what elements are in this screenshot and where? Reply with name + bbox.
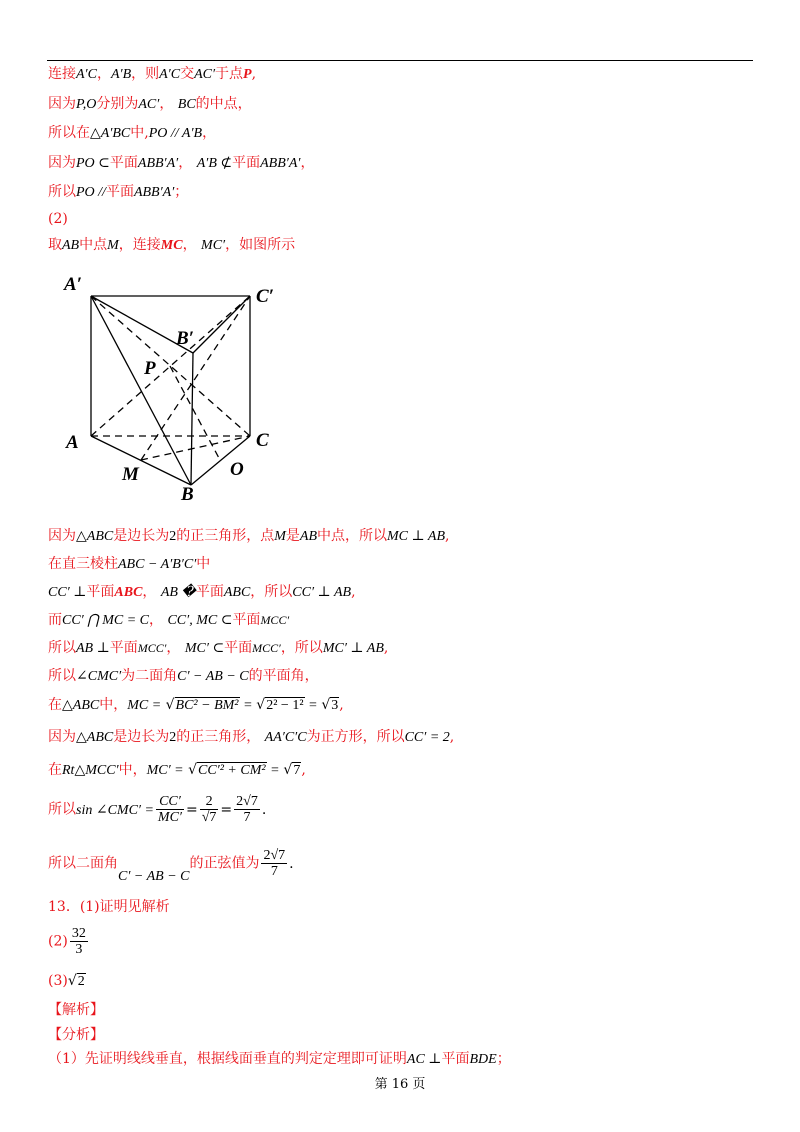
proof-line-4 xyxy=(48,154,314,173)
math: AB xyxy=(62,238,80,253)
text: ，所以 xyxy=(250,584,293,600)
math: Rt△MCC′ xyxy=(62,763,119,778)
denominator: √7 xyxy=(201,810,217,825)
math: △ABC xyxy=(76,730,114,745)
fraction xyxy=(70,926,88,957)
text: 中 xyxy=(196,556,211,572)
text: 的正三角形，点 xyxy=(176,528,275,544)
text: 中点 xyxy=(79,237,108,253)
math: PO ⊂ xyxy=(76,156,110,171)
text: 平面 xyxy=(441,1051,470,1067)
text: 平面 xyxy=(232,612,261,628)
segment-PO xyxy=(170,366,220,460)
math: ∠CMC′ xyxy=(76,669,122,684)
part-2-label xyxy=(48,210,68,228)
proof-line-7 xyxy=(48,236,295,255)
math: △A′BC xyxy=(90,126,131,141)
math: A′C xyxy=(159,67,181,82)
header-rule xyxy=(47,60,753,61)
text: ； xyxy=(174,184,189,200)
text: 因为 xyxy=(48,96,76,112)
math: △ABC xyxy=(62,698,100,713)
denominator: 3 xyxy=(75,942,83,957)
text: 为正方形，所以 xyxy=(306,729,405,745)
text: 【分析】 xyxy=(48,1027,104,1043)
math: = xyxy=(271,763,279,778)
math: PO // xyxy=(76,185,106,200)
math: ABB′A′ xyxy=(260,156,301,171)
math: CC′, MC ⊂ xyxy=(167,613,233,628)
math: C′ − AB − C xyxy=(177,669,249,684)
text: 所以 xyxy=(48,184,76,200)
math: A′B ⊄ xyxy=(196,156,233,171)
math: BC xyxy=(177,97,196,112)
text: ，则 xyxy=(131,66,160,82)
text: 分别为 xyxy=(96,96,139,112)
math: = xyxy=(243,698,252,713)
text: 平面 xyxy=(109,155,138,171)
proof-line-11 xyxy=(48,611,289,630)
math: A′C xyxy=(76,67,97,82)
math: AA′C′C xyxy=(264,730,307,745)
outline-heading xyxy=(48,1026,104,1044)
denominator: 7 xyxy=(243,810,251,825)
text: 交 xyxy=(180,66,195,82)
text: (3) xyxy=(48,973,68,989)
math: M xyxy=(107,238,119,253)
text: ，连接 xyxy=(118,237,161,253)
math: PO // A′B xyxy=(148,126,203,141)
text: ， xyxy=(149,612,164,628)
text: 2 xyxy=(169,730,177,745)
text: 平面 xyxy=(195,584,224,600)
math: MC′ ⊥ AB xyxy=(322,641,384,656)
text: 是边长为 xyxy=(113,729,170,745)
segment-MC xyxy=(141,436,250,460)
math: CC′² + CM² xyxy=(198,763,266,778)
math: P,O xyxy=(76,97,97,112)
text: 的正三角形， xyxy=(176,729,261,745)
text: 的中点， xyxy=(195,96,252,112)
text: 所以二面角 xyxy=(48,855,118,872)
text: 在 xyxy=(48,762,62,778)
proof-line-9 xyxy=(48,555,210,574)
label-A: A xyxy=(66,432,79,453)
math: AC′ xyxy=(138,97,160,112)
text: 所以 xyxy=(48,640,76,656)
fraction xyxy=(200,794,219,825)
text: 连接 xyxy=(48,66,76,82)
text: ， xyxy=(96,66,111,82)
math: MC′ = xyxy=(146,763,184,778)
label-C: C xyxy=(256,430,269,451)
math: MC′ xyxy=(201,238,226,253)
text: ， xyxy=(202,125,217,141)
proof-line-2 xyxy=(48,95,252,114)
text: 所以 xyxy=(48,668,76,684)
math: MC = xyxy=(127,698,162,713)
analysis-heading xyxy=(48,1001,104,1019)
math: CC′ ⊥ AB xyxy=(292,585,352,600)
label-O: O xyxy=(230,459,244,480)
proof-line-1: 连接A′C，A′B，则A′C交AC′于点P, xyxy=(48,66,257,82)
label-P: P xyxy=(144,358,156,379)
proof-line-5 xyxy=(48,183,188,202)
math: 7 xyxy=(293,763,301,778)
math: △ABC xyxy=(76,529,114,544)
math: = xyxy=(308,698,317,713)
text: 在 xyxy=(48,697,62,713)
math: 2² − 1² xyxy=(266,698,304,713)
text: ，所以 xyxy=(280,640,323,656)
text: 2 xyxy=(169,529,177,544)
text: 13．(1)证明见解析 xyxy=(48,899,170,915)
label-M: M xyxy=(122,464,139,485)
text: （1）先证明线线垂直，根据线面垂直的判定定理即可证明 xyxy=(48,1051,407,1067)
math: A′B xyxy=(110,67,132,82)
math: AB � xyxy=(160,585,196,600)
text: ， xyxy=(142,584,157,600)
proof-line-12: 所以AB ⊥平面MCC′， MC′ ⊂平面MCC′，所以MC′ ⊥ AB, xyxy=(48,640,389,656)
label-Ap: A′ xyxy=(64,274,83,295)
fraction xyxy=(156,794,184,825)
text: 平面 xyxy=(86,584,115,600)
prism-figure xyxy=(60,274,300,504)
edge-BpCp xyxy=(193,296,250,353)
denominator: MC′ xyxy=(157,810,182,825)
text: 【解析】 xyxy=(48,1002,104,1018)
math: MC′ ⊂ xyxy=(184,641,225,656)
proof-line-13 xyxy=(48,667,319,686)
proof-line-14: 在△ABC中，MC = √BC² − BM² = √2² − 1² = √3, xyxy=(48,697,344,713)
math: AC′ xyxy=(194,67,216,82)
text: 平面 xyxy=(232,155,261,171)
label-Cp: C′ xyxy=(256,286,275,307)
text: ， xyxy=(300,155,315,171)
text: 的平面角， xyxy=(248,668,319,684)
math: MC xyxy=(160,238,183,253)
math: ABC xyxy=(114,585,143,600)
label-Bp: B′ xyxy=(176,328,195,349)
page-footer: 第 16 页 xyxy=(374,1077,426,1092)
text: 取 xyxy=(48,237,62,253)
numerator: 32 xyxy=(71,926,86,941)
text: ， xyxy=(159,96,174,112)
math: ABB′A′ xyxy=(137,156,179,171)
math: P xyxy=(243,67,252,82)
edge-AB xyxy=(91,436,191,485)
fraction xyxy=(261,848,287,879)
math: AB xyxy=(299,529,317,544)
text: 在直三棱柱 xyxy=(48,556,118,572)
text: (2) xyxy=(48,211,68,227)
text: 所以在 xyxy=(48,125,90,141)
math: BDE xyxy=(469,1052,497,1067)
text: 于点 xyxy=(215,66,244,82)
fraction xyxy=(234,794,260,825)
text: 中， xyxy=(118,762,147,778)
text: 因为 xyxy=(48,528,76,544)
math: CC′ ⊥ xyxy=(48,585,87,600)
text: 所以 xyxy=(48,801,76,818)
label-B: B xyxy=(181,484,194,504)
text: 平面 xyxy=(224,640,253,656)
proof-line-3 xyxy=(48,124,216,143)
text: 平面 xyxy=(105,184,134,200)
math: AB ⊥ xyxy=(76,641,110,656)
proof-line-8: 因为△ABC是边长为2的正三角形，点M是AB中点，所以MC ⊥ AB, xyxy=(48,528,450,544)
text: 中， xyxy=(99,697,128,713)
proof-line-17: 所以sin ∠CMC′ = $\frac{CC'}{MC'}$ = $\frac{2}{√7}$ = $\frac{2√7}{7}$ . xyxy=(48,794,267,825)
numerator: 2√7 xyxy=(236,794,258,809)
math: M xyxy=(274,529,286,544)
edge-BpB xyxy=(191,353,193,485)
math: BC² − BM² xyxy=(175,698,239,713)
text: 中, xyxy=(130,125,149,141)
proof-line-10: CC′ ⊥平面ABC， AB �平面ABC，所以CC′ ⊥ AB, xyxy=(48,584,356,600)
text: 为二面角 xyxy=(121,668,178,684)
math: sin ∠CMC′ = xyxy=(76,802,154,818)
text: ， xyxy=(182,237,197,253)
math: . xyxy=(261,801,267,818)
denominator: 7 xyxy=(270,864,278,879)
text: 中点，所以 xyxy=(317,528,387,544)
math: MC ⊥ AB xyxy=(387,529,446,544)
text: (2) xyxy=(48,933,68,950)
proof-line-16: 在Rt△MCC′中，MC′ = √CC′² + CM² = √7, xyxy=(48,762,306,778)
outline-line-1 xyxy=(48,1050,511,1069)
answer-13-1 xyxy=(48,898,170,916)
text: 而 xyxy=(48,612,62,628)
text: 因为 xyxy=(48,155,76,171)
proof-line-18 xyxy=(48,848,294,884)
text: 因为 xyxy=(48,729,76,745)
math: CC′ ⋂ MC = C xyxy=(62,613,150,628)
math: MCC′ xyxy=(252,641,281,655)
math: ABC xyxy=(223,585,251,600)
math: ABB′A′ xyxy=(133,185,175,200)
math: CC′ = 2 xyxy=(404,730,450,745)
math: 2 xyxy=(77,974,85,989)
answer-13-2 xyxy=(48,926,90,957)
math: AC ⊥ xyxy=(406,1052,442,1067)
numerator: 2 xyxy=(200,794,219,810)
numerator: 2√7 xyxy=(263,848,286,863)
math: ABC − A′B′C′ xyxy=(118,557,197,572)
text: ， xyxy=(178,155,193,171)
text: 平面 xyxy=(109,640,138,656)
math: 3 xyxy=(331,698,339,713)
text: 的正弦值为 xyxy=(189,855,260,872)
text: ； xyxy=(496,1051,511,1067)
text: 是 xyxy=(285,528,300,544)
answer-13-3: (3)√2 xyxy=(48,973,85,989)
text: ， xyxy=(166,640,181,656)
math: MCC′ xyxy=(260,613,290,627)
math: MCC′ xyxy=(137,641,167,655)
numerator: CC′ xyxy=(156,794,184,810)
text: 是边长为 xyxy=(113,528,170,544)
math: C′ − AB − C xyxy=(118,868,190,884)
proof-line-15: 因为△ABC是边长为2的正三角形， AA′C′C为正方形，所以CC′ = 2, xyxy=(48,729,455,745)
text: ，如图所示 xyxy=(225,237,296,253)
math: . xyxy=(289,855,294,872)
